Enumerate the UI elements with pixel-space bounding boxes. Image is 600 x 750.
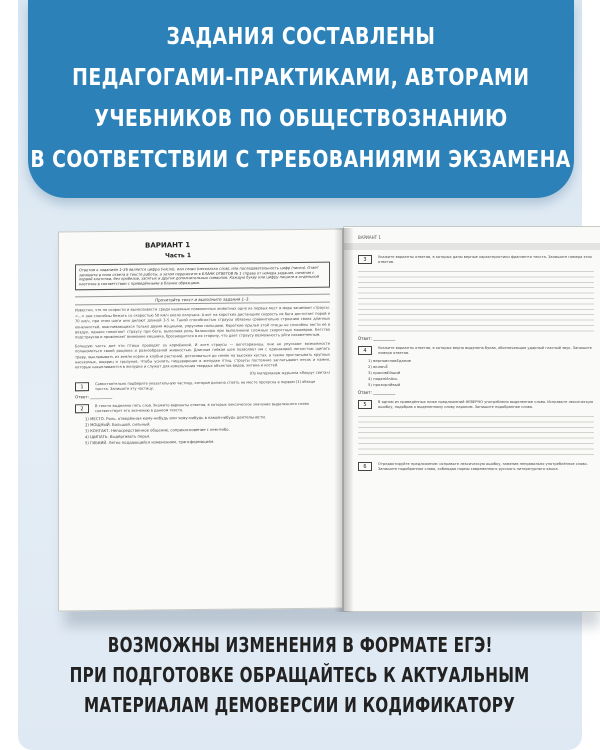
banner-line: ЗАДАНИЯ СОСТАВЛЕНЫ <box>166 24 436 50</box>
text-paragraph <box>358 413 594 457</box>
task-number: 1 <box>75 382 89 391</box>
answer-line: Ответ: ___________ <box>75 393 113 400</box>
task-number: 5 <box>358 400 372 409</box>
option-list <box>85 413 330 446</box>
task-item <box>358 400 594 410</box>
answer-line: Ответ: ___________ <box>358 390 396 395</box>
banner-line: ПЕДАГОГАМИ-ПРАКТИКАМИ, АВТОРАМИ <box>72 65 530 91</box>
footer-line: МАТЕРИАЛАМ ДЕМОВЕРСИИ И КОДИФИКАТОРУ <box>84 693 516 717</box>
instructions-box: Ответом к заданиям 1–26 является цифра (число), или слово (несколько слов), или последовательность цифр (чисел). Ответ запишите в поле ответа в тексте работы, а затем перенесите в БЛАНК ОТВЕТОВ № 1 справа от номера задания, начиная с первой клеточки, без пробелов, запятых и других дополнительных символов. Каждую букву или цифру пишите в отдельной клеточке в соответствии с приведёнными в бланке образцами. <box>75 262 330 291</box>
option-item: 2) МОЩНЫЙ. Большой, сильный. <box>85 421 151 428</box>
right-page-header: ВАРИАНТ 1 <box>358 235 381 240</box>
open-book-image <box>58 222 600 622</box>
option-item: 1) верноисповЕдание <box>368 358 412 363</box>
header-band <box>344 243 600 250</box>
task-item <box>358 462 594 472</box>
answer-line: Ответ: ___________ <box>358 336 396 341</box>
text-paragraph: Большую часть дня эти птицы проводят за кормёжкой. И хотя страусы — вегетарианцы, они не упускают возможности полакомиться своей рациона и разнообразной живностью. Длинная гибкая шея позволяет им с одинаковой легкостью щипать траву, выклевывать из земли корни и клубни растений, дотягиваться до семян на высоких кустах, а также проглатывать крупных насекомых, ящериц и грызунов. Чтобы усилить пищеварение в желудке птиц, страусы постоянно заглатывают песок и камни, которые накапливаются в желудке и служат для измельчения твердых объектов видов, хитина и костей. <box>75 341 330 370</box>
option-item: 3) КОНТАКТ. Непосредственное общение, соприкосновение с кем-либо. <box>85 426 230 434</box>
task-item <box>358 346 594 356</box>
task-number: 6 <box>358 462 372 471</box>
task-text: Самостоятельно подберите указательную частицу, которая должна стоять на месте пропуска в первом (1) абзаце текста. Запишите эту частицу. <box>95 379 316 391</box>
task-item <box>75 401 330 414</box>
text-paragraph: Известно, что по скорости и выносливости среди наземных позвоночных животных одно из первых мест в мире занимают страусы. <...> они способны бежать со скоростью 50 км/ч около получаса. А вот на коротких дистанциях скорость их бега достигает порой и 70 км/ч, при этом шаги они делают длиной 3–5 м. Такой способностью страусы обязаны сравнительно строению своих длинных конечностей, оканчивающихся только двумя мощными, упругими пальцами. Короткие крылья этой птицы не способны нести её в воздух, однако помогают страусу при беге, выполняя роль балансира при выполнении сложных скоростных маневров. Бегство подстраусов и привлекает внимание хищника, бросающегося в их сторону, что дает страусу возможность уйти незамеченным. <box>75 306 330 340</box>
banner-line: В СООТВЕТСТВИИ С ТРЕБОВАНИЯМИ ЭКЗАМЕНА <box>30 147 572 173</box>
footer-line: ПРИ ПОДГОТОВКЕ ОБРАЩАЙТЕСЬ К АКТУАЛЬНЫМ <box>70 663 530 687</box>
task-text: В одном из приведённых ниже предложений НЕВЕРНО употреблено выделенное слово. Исправьте лексическую ошибку, подобрав к выделенному слову пароним. Запишите подобранное слово. <box>378 400 594 409</box>
option-item: 1) МЕСТО. Роль, отведённая кому-нибудь или чему-нибудь в какой-нибудь деятельности. <box>85 414 267 422</box>
banner-line: УЧЕБНИКОВ ПО ОБЩЕСТВОЗНАНИЮ <box>94 106 508 132</box>
option-item: 3) красивЕйший <box>368 370 401 375</box>
footer-line: ВОЗМОЖНЫ ИЗМЕНЕНИЯ В ФОРМАТЕ ЕГЭ! <box>107 633 493 657</box>
option-item: 5) прозорлИвый <box>368 382 401 387</box>
left-page <box>58 229 343 612</box>
right-page <box>343 226 600 612</box>
source-note: (По материалам журнала «Вокруг света») <box>249 370 330 376</box>
task-number: 3 <box>358 255 372 264</box>
task-text: Укажите варианты ответов, в которых верно выделена буква, обозначающая ударный гласный звук. Запишите номера ответов. <box>378 346 592 355</box>
option-item: 2) включЁ <box>368 364 388 369</box>
option-item: 5) ГИБКИЙ. Легко поддающийся изменениям, трансформациям. <box>85 438 215 446</box>
task-item <box>75 379 330 392</box>
option-list <box>368 358 594 388</box>
option-item: 4) поделИлАсь <box>368 376 398 381</box>
title-banner <box>28 0 574 198</box>
footer-notice <box>18 630 582 720</box>
part-title: Часть 1 <box>165 252 191 260</box>
reading-heading: Прочитайте текст и выполните задания 1–3. <box>75 294 330 306</box>
book-spine <box>334 228 354 612</box>
task-text: Укажите варианты ответов, в которых даны верные характеристики фрагмента текста. Запишите номера этих ответов. <box>378 255 592 264</box>
task-number: 4 <box>358 346 372 355</box>
variant-title: ВАРИАНТ 1 <box>145 241 191 250</box>
text-paragraph <box>358 268 594 334</box>
task-text: В тексте выделено пять слов. Укажите варианты ответов, в которых лексическое значение выделенного слова соответствует его значению в данном тексте. <box>95 401 309 413</box>
task-number: 2 <box>75 404 89 413</box>
option-item: 4) ЩИПАТЬ. Выдёргивать перья. <box>85 433 151 440</box>
task-text: Отредактируйте предложение: исправьте лексическую ошибку, заменив неправильно употреблённое слово. Запишите подобранное слово, соблюдая нормы современного русского литературного языка. <box>378 462 588 471</box>
task-item <box>358 255 594 265</box>
